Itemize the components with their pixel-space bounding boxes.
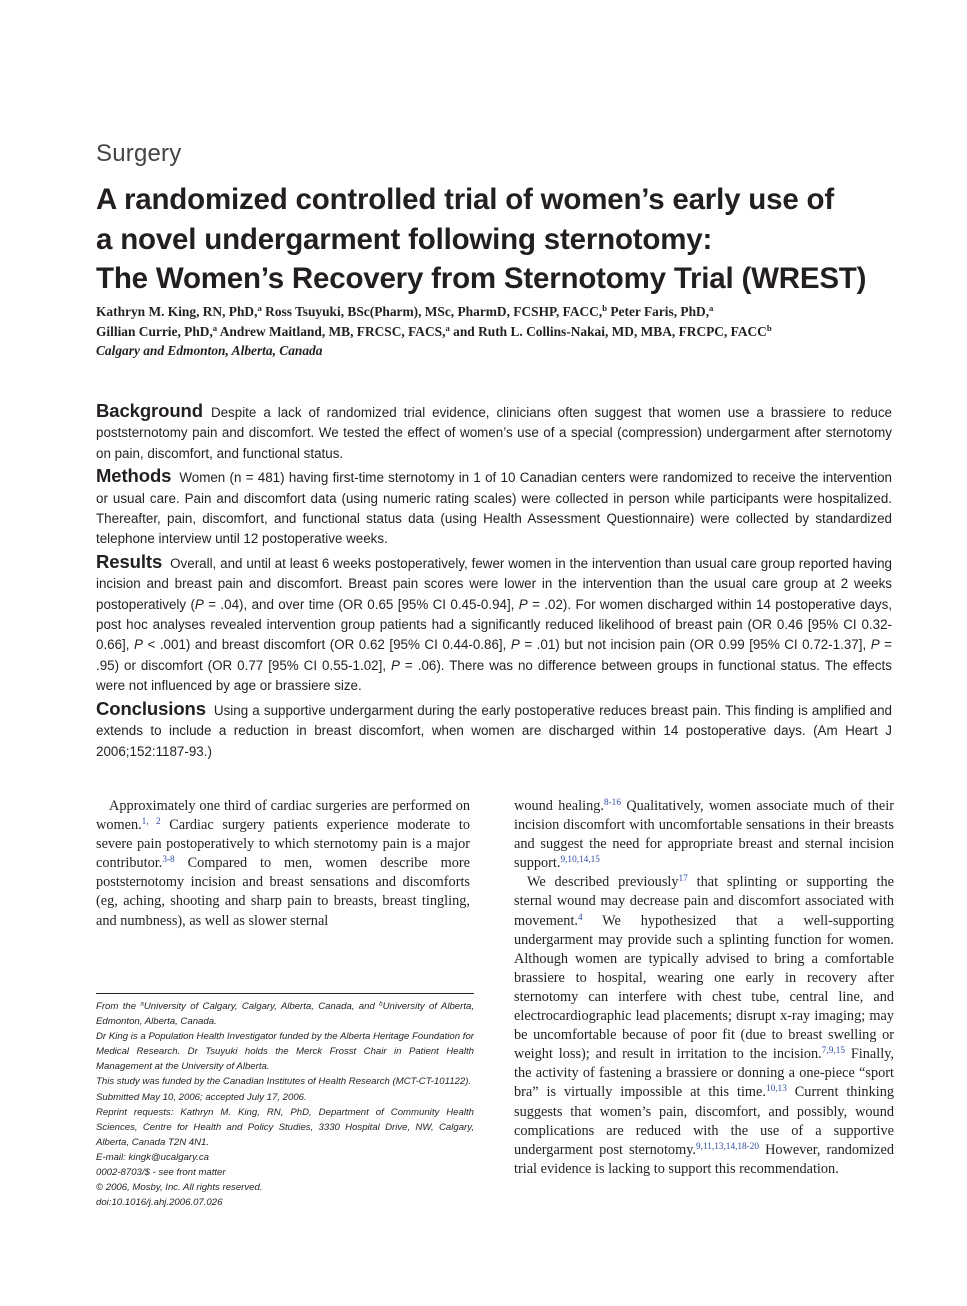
citation-link[interactable]: 9,11,13,14,18-20: [695, 1141, 760, 1152]
author-list: [96, 302, 916, 361]
body-text: We hypothesized that a well-supporting undergarment may provide such a splinting function for women. Although women are typically advised to bring a comfortable brassiere to hospital, wearing one early in recovery after sternotomy can interfere with chest tube, central line, and electrocardiographic lead placements; disrupt x-ray imaging; may be uncomfortable because of poor fit (due to breast swelling or weight loss); and result in irritation to the incision.: [514, 912, 894, 1063]
abstract-text: Despite a lack of randomized trial evidence, clinicians often suggest that women use a brassiere to reduce poststernotomy pain and discomfort. We tested the effect of women’s use of a special (compression) undergarment after sternotomy on pain, discomfort, and functional status.: [96, 405, 892, 461]
affiliation-mark: a: [445, 322, 450, 333]
abstract-heading: Background: [96, 400, 203, 421]
body-text: wound healing.: [514, 798, 604, 814]
abstract-text: = .95) or discomfort (OR 0.77 [95% CI 0.55-1.02],: [96, 637, 892, 673]
abstract-heading: Methods: [96, 465, 172, 487]
footnote-reprint: Reprint requests: Kathryn M. King, RN, PhD, Department of Community Health Sciences, Centre for Health and Policy Studies, 3330 Hospital Drive, NW, Calgary, Alberta, Canada T2N 4N1.: [96, 1106, 474, 1148]
body-text: Approximately one third of cardiac surgeries are performed on women.: [96, 798, 470, 834]
footnote-dates: Submitted May 10, 2006; accepted July 17, 2006.: [96, 1091, 307, 1103]
p-value-symbol: P: [194, 596, 204, 612]
affiliation-mark: b: [379, 1000, 383, 1008]
abstract-results: [96, 552, 892, 697]
affiliation-mark: b: [766, 322, 772, 333]
abstract-background: [96, 401, 892, 464]
abstract-heading: Conclusions: [96, 697, 206, 719]
abstract-text: < .001) and breast discomfort (OR 0.62 [95% CI 0.44-0.86],: [142, 637, 511, 653]
article-title: [96, 180, 916, 299]
footnote-text: From the: [96, 1001, 141, 1012]
author-line: [96, 302, 916, 322]
citation-link[interactable]: 7,9,15: [821, 1046, 845, 1057]
footnote-affiliations: [96, 999, 474, 1029]
body-text: Compared to men, women describe more poststernotomy incision and breast sensations and discomforts (eg, aching, shooting and sharp pain to breasts, breast tingling, and numbness), as well as slower sternal: [96, 855, 470, 929]
title-line: The Women’s Recovery from Sternotomy Trial (WREST): [96, 262, 867, 295]
body-text: Cardiac surgery patients experience moderate to severe pain postoperatively to which sternotomy pain is a major contributor.: [96, 817, 471, 872]
citation-link[interactable]: 8-16: [603, 797, 621, 808]
body-paragraph: [514, 873, 894, 1179]
body-text: Qualitatively, women associate much of their incision discomfort with uncomfortable sensations in their breasts and suggest the need for appropriate breast and sternal incision support.: [514, 798, 895, 872]
body-text: However, randomized trial evidence is lacking to support this recommendation.: [514, 1141, 894, 1177]
body-text: Finally, the activity of fastening a brassiere or donning a one-piece “sport bra” is virtually impossible at this time.: [514, 1046, 894, 1101]
section-label: Surgery: [96, 140, 182, 167]
author: Andrew Maitland, MB, FRCSC, FACS,: [217, 323, 446, 339]
author: Peter Faris, PhD,: [607, 304, 710, 319]
title-line: A randomized controlled trial of women’s early use of: [96, 183, 834, 216]
abstract-text: = .06). There was no difference between groups in functional status. The effects were not influenced by age or brassiere size.: [96, 657, 892, 694]
p-value-symbol: P: [134, 637, 143, 653]
affiliation-mark: a: [257, 303, 262, 314]
abstract-text: = .01) but not incision pain (OR 0.99 [95% CI 0.72-1.37],: [519, 637, 871, 653]
citation-link[interactable]: 1, 2: [141, 816, 161, 827]
title-line: a novel undergarment following sternotomy:: [96, 222, 713, 256]
abstract-text: = .04), and over time (OR 0.65 [95% CI 0.45-0.94],: [203, 596, 519, 612]
affiliation-mark: b: [602, 303, 608, 314]
p-value-symbol: P: [518, 596, 528, 612]
body-column-left: [96, 797, 470, 931]
author: and Ruth L. Collins-Nakai, MD, MBA, FRCPC, FACC: [449, 323, 767, 339]
p-value-symbol: P: [870, 637, 880, 653]
footnote-text: University of Calgary, Calgary, Alberta, Canada, and: [143, 1001, 380, 1012]
author: Gillian Currie, PhD,: [96, 323, 213, 339]
footnote-doi[interactable]: doi:10.1016/j.ahj.2006.07.026: [96, 1197, 223, 1209]
body-paragraph: [514, 797, 894, 873]
citation-link[interactable]: 4: [577, 912, 583, 923]
body-text: that splinting or supporting the sternal wound may decrease pain and discomfort associated with movement.: [514, 874, 894, 929]
footnote-text: University of Alberta, Edmonton, Alberta, Canada.: [96, 1001, 474, 1028]
p-value-symbol: P: [391, 657, 400, 673]
footnote-issn: 0002-8703/$ - see front matter: [96, 1167, 226, 1179]
abstract-conclusions: [96, 699, 892, 762]
abstract: [96, 401, 892, 764]
footnote-funding: This study was funded by the Canadian Institutes of Health Research (MCT-CT-101122).: [96, 1076, 472, 1088]
body-text: Current thinking suggests that women’s pain, discomfort, and possibly, wound complications are reduced with the use of a supportive undergarment post sternotomy.: [514, 1084, 894, 1158]
citation-link[interactable]: 9,10,14,15: [560, 855, 600, 866]
citation-link[interactable]: 17: [678, 874, 688, 885]
abstract-text: = .02). For women discharged within 14 postoperative days, post hoc analyses revealed intervention group patients had a significantly reduced likelihood of breast pain (OR 0.46 [95% CI 0.32-0.66],: [96, 596, 892, 653]
body-text: We described previously: [527, 874, 679, 891]
abstract-text: Overall, and until at least 6 weeks postoperatively, fewer women in the intervention than usual care group reported having incision and breast pain and discomfort. Breast pain scores were lower in the intervention than the usual care group at 2 weeks postoperatively (: [96, 555, 892, 612]
author: Ross Tsuyuki, BSc(Pharm), MSc, PharmD, FCSHP, FACC,: [261, 304, 603, 319]
body-paragraph: [96, 797, 470, 931]
citation-link[interactable]: 3-8: [162, 855, 175, 866]
body-column-right: [514, 797, 894, 1179]
footnote-copyright: © 2006, Mosby, Inc. All rights reserved.: [96, 1182, 263, 1194]
footnote-email[interactable]: E-mail: kingk@ucalgary.ca: [96, 1151, 209, 1163]
author: Kathryn M. King, RN, PhD,: [96, 304, 258, 319]
author-line: [96, 322, 916, 342]
citation-link[interactable]: 10,13: [765, 1084, 787, 1095]
footnotes: [96, 999, 474, 1210]
abstract-text: Women (n = 481) having first-time sternotomy in 1 of 10 Canadian centers were randomized to receive the intervention or usual care. Pain and discomfort data (using numeric rating scales) were collected in person while participants were hospitalized. Thereafter, pain, discomfort, and functional status data (using Health Assessment Questionnaire) were collected by standardized telephone interview until 12 postoperative weeks.: [96, 470, 892, 547]
footnote-divider: [96, 993, 474, 994]
affiliation-mark: a: [140, 1000, 144, 1008]
affiliation-mark: a: [212, 322, 218, 333]
abstract-methods: [96, 466, 892, 550]
affiliation-mark: a: [709, 303, 714, 314]
author-location: Calgary and Edmonton, Alberta, Canada: [96, 343, 323, 358]
abstract-heading: Results: [96, 550, 163, 572]
p-value-symbol: P: [510, 637, 520, 653]
footnote-funding-investigator: Dr King is a Population Health Investigator funded by the Alberta Heritage Foundation for Medical Research. Dr Tsuyuki holds the Merck Frosst Chair in Patient Health Management at the University of Alberta.: [96, 1031, 474, 1073]
abstract-text: Using a supportive undergarment during the early postoperative reduces breast pain. This finding is amplified and extends to include a reduction in breast discomfort, when women are discharged within 14 postoperative days. (Am Heart J 2006;152:1187-93.): [96, 702, 892, 759]
